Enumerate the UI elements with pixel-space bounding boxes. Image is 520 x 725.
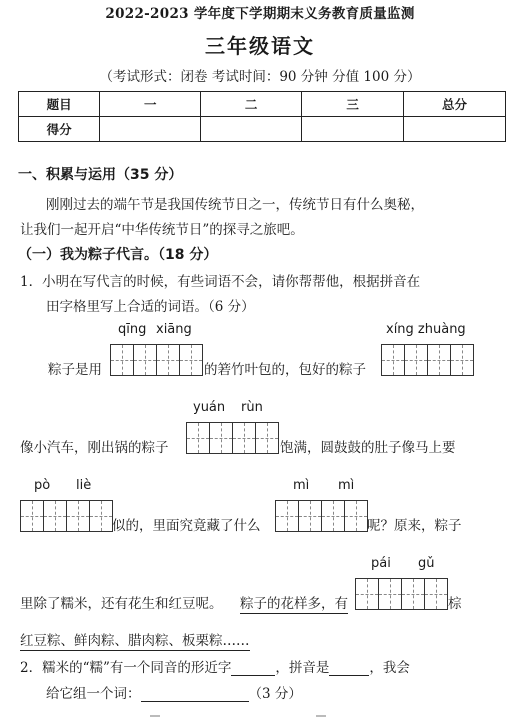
score-table-cell: 一 bbox=[100, 92, 201, 117]
scan-mark bbox=[316, 715, 326, 717]
pinyin-run: rùn bbox=[241, 400, 263, 415]
underlined-text: 红豆粽、鲜肉粽、腊肉粽、板栗粽…… bbox=[20, 629, 250, 651]
score-table-header-row bbox=[19, 92, 506, 117]
fill-text: 像小汽车，刚出锅的粽子 bbox=[20, 440, 169, 456]
tianzige-xing-zhuang[interactable] bbox=[381, 344, 474, 376]
score-label-cell: 得分 bbox=[19, 117, 100, 142]
pinyin-mi-1: mì bbox=[293, 478, 310, 493]
tianzige-qing-xiang[interactable] bbox=[110, 344, 203, 376]
fill-text: 里除了糯米，还有花生和红豆呢。 bbox=[20, 596, 223, 612]
fill-text: 呢？原来，粽子 bbox=[367, 518, 462, 534]
score-input-cell[interactable] bbox=[302, 117, 404, 142]
scan-mark bbox=[150, 715, 160, 717]
score-table bbox=[18, 91, 506, 142]
score-input-cell[interactable] bbox=[201, 117, 302, 142]
answer-blank[interactable] bbox=[141, 687, 249, 702]
page-title: 三年级语文 bbox=[205, 34, 315, 58]
tianzige-po-lie[interactable] bbox=[20, 500, 113, 532]
pinyin-yuan: yuán bbox=[193, 400, 226, 415]
question2-line-2 bbox=[46, 682, 302, 702]
q2-text: ，我会 bbox=[369, 660, 410, 676]
subsection1-heading: （一）我为粽子代言。（18 分） bbox=[18, 247, 218, 263]
score-table-cell: 二 bbox=[201, 92, 302, 117]
fill-text: 棕 bbox=[448, 596, 462, 612]
exam-header-line: 2022-2023 学年度下学期期末义务教育质量监测 bbox=[105, 6, 415, 22]
score-table-score-row bbox=[19, 117, 506, 142]
question1-line-2: 田字格里写上合适的词语。（6 分） bbox=[46, 299, 255, 315]
pinyin-pai: pái bbox=[371, 556, 391, 571]
q2-text: 给它组一个词： bbox=[46, 686, 141, 702]
q2-text: 2．糯米的“糯”有一个同音的形近字 bbox=[20, 660, 232, 676]
intro-line-2: 让我们一起开启“中华传统节日”的探寻之旅吧。 bbox=[20, 222, 304, 238]
fill-text: 粽子是用 bbox=[48, 362, 102, 378]
score-table-cell: 总分 bbox=[404, 92, 506, 117]
fill-text: 似的，里面究竟藏了什么 bbox=[112, 518, 261, 534]
underlined-text: 粽子的花样多，有 bbox=[240, 592, 348, 614]
tianzige-mi-mi[interactable] bbox=[275, 500, 368, 532]
exam-info: （考试形式：闭卷 考试时间：90 分钟 分值 100 分） bbox=[99, 69, 421, 85]
fill-text: 饱满，圆鼓鼓的肚子像马上要 bbox=[280, 440, 456, 456]
section1-heading: 一、积累与运用（35 分） bbox=[18, 167, 183, 183]
score-input-cell[interactable] bbox=[404, 117, 506, 142]
pinyin-qing: qīng bbox=[118, 322, 147, 337]
fill-text: 的箬竹叶包的，包好的粽子 bbox=[204, 362, 366, 378]
pinyin-po: pò bbox=[34, 478, 51, 493]
answer-blank[interactable] bbox=[329, 661, 369, 676]
pinyin-xing-zhuang: xíng zhuàng bbox=[386, 322, 466, 337]
score-input-cell[interactable] bbox=[100, 117, 201, 142]
tianzige-yuan-run[interactable] bbox=[186, 422, 279, 454]
q2-text: ，拼音是 bbox=[275, 660, 330, 676]
question1-line-1: 1．小明在写代言的时候，有些词语不会，请你帮帮他，根据拼音在 bbox=[20, 274, 421, 290]
pinyin-mi-2: mì bbox=[338, 478, 355, 493]
q2-text: （3 分） bbox=[248, 686, 302, 702]
pinyin-xiang: xiāng bbox=[156, 322, 192, 337]
question2-line-1 bbox=[20, 656, 410, 676]
pinyin-lie: liè bbox=[76, 478, 92, 493]
score-table-cell: 三 bbox=[302, 92, 404, 117]
score-table-cell: 题目 bbox=[19, 92, 100, 117]
answer-blank[interactable] bbox=[231, 661, 275, 676]
pinyin-gu: gǔ bbox=[418, 556, 435, 571]
tianzige-pai-gu[interactable] bbox=[355, 578, 448, 610]
intro-line-1: 刚刚过去的端午节是我国传统节日之一，传统节日有什么奥秘， bbox=[46, 197, 424, 213]
